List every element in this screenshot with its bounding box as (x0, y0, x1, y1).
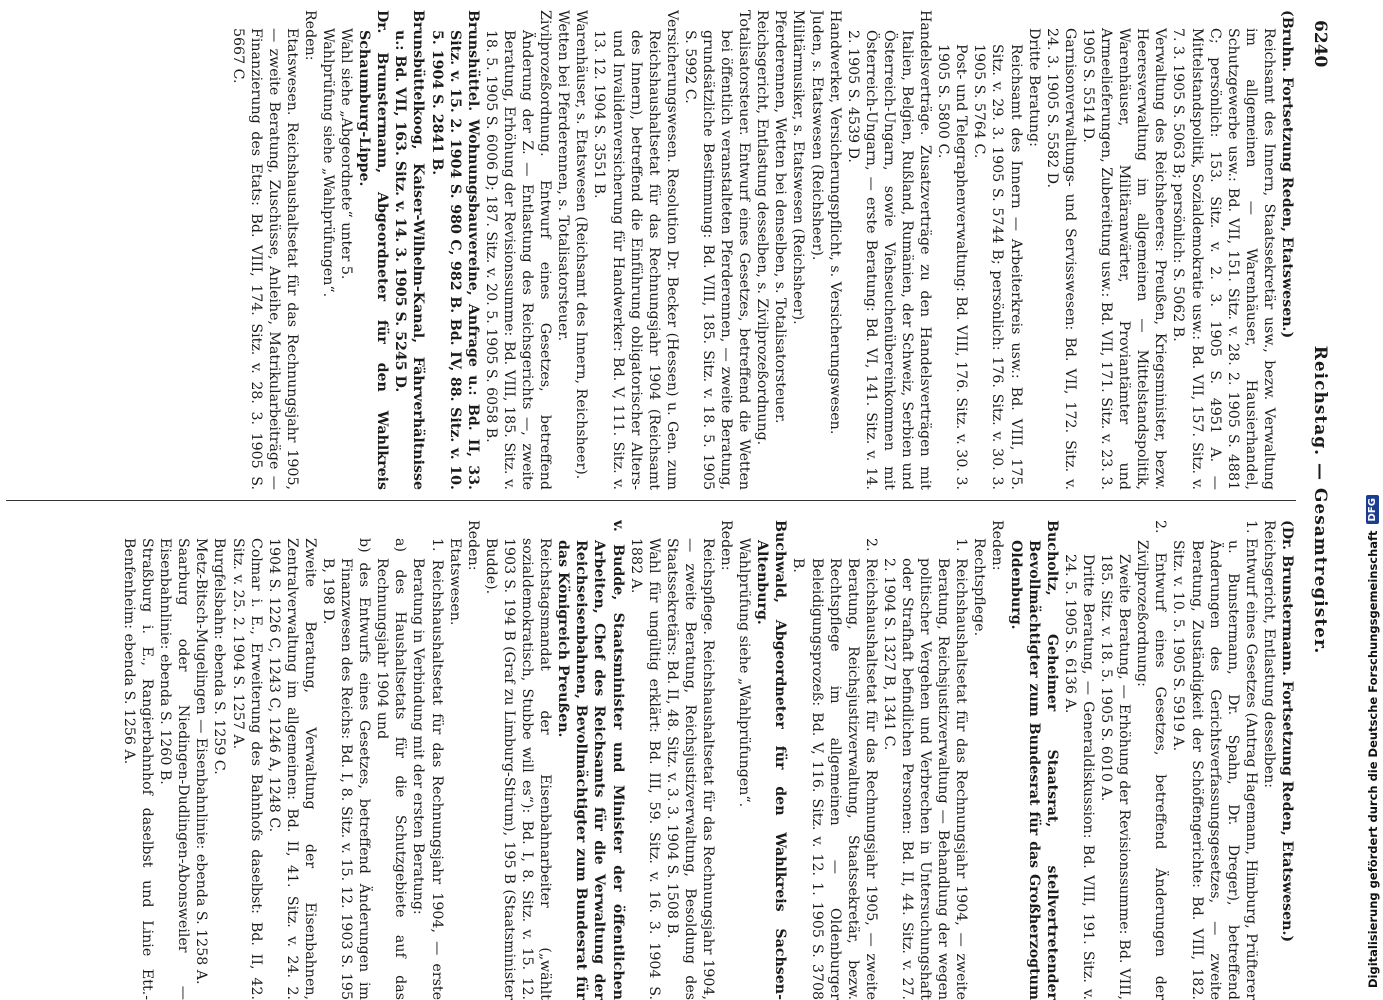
index-entry: Handelsverträge. Zusatzverträge zu den Handelsverträgen mit Italien, Belgien, Rußland, Rumänien, der Schweiz, Serbien und Österreich-Ungarn, sowie Viehseuchenübereinkommen mit Österreich-Ungarn, — erste Beratung: Bd. VI, 141. Sitz. v. 14. 2. 1905 S. 4539 D. (844, 10, 934, 490)
index-entry: Zweite Beratung, Verwaltung der Eisenbahnen, Zentralverwaltung im allgemeinen: Bd. II, 41. Sitz. v. 24. 2. 1904 S. 1226 C, 1243 C, 1246 A, 1248 C. (265, 538, 318, 1000)
index-entry: Reden: (718, 520, 735, 571)
index-entry: Brunshüttel. Wohnungsbauvereine, Anfrage u.: Bd. II, 33. Sitz. v. 15. 2. 1904 S. 980 C, 982 B. Bd. IV, 88. Sitz. v. 10. 5. 1904 S. 2841 B. (428, 10, 481, 490)
index-entry: Rechtspflege. (971, 538, 988, 637)
index-entry: (Bruhn. Fortsetzung Reden, Etatswesen.) (1279, 10, 1295, 339)
index-entry: Garnisonverwaltungs- und Servisswesen: Bd. VII, 172. Sitz. v. 24. 3. 1905 S. 5582 D. (1043, 28, 1078, 490)
index-entry: Dr. Brunstermann, Abgeordneter für den Wahlkreis Schaumburg-Lippe. (356, 10, 391, 490)
column-divider (6, 500, 1296, 501)
index-entry: Etatswesen. Reichshaushaltsetat für das Rechnungsjahr 1905, — zweite Beratung, Zuschüsse, Anleihe, Matrikularbeiträge — Finanzierung des Etats: Bd. VIII, 174. Sitz. v. 28. 3. 1905 S. 5667 C. (229, 28, 300, 490)
index-entry: Reichspflege. Reichshaushaltsetat für das Rechnungsjahr 1904, — zweite Beratung, Reichsjustizverwaltung, Besoldung des Staatssekretärs: Bd. II, 48. Sitz. v. 3. 3. 1904 S. 1508 B. (663, 538, 716, 1000)
index-entry: Bucholtz, Geheimer Staatsrat, stellvertretender Bevollmächtigter zum Bundesrat für das Großherzogtum Oldenburg. (1007, 520, 1060, 1000)
index-entry: 1. Reichshaushaltsetat für das Rechnungsjahr 1904, — erste Beratung in Verbindung mit der ersten Beratung: (410, 538, 445, 1000)
index-entry: Juden, s. Etatswesen (Reichsheer). (808, 10, 825, 261)
index-entry: 2. Entwurf eines Gesetzes, betreffend Änderungen der Zivilprozeßordnung: (1134, 520, 1169, 1000)
index-entry: Etatswesen. (446, 538, 463, 626)
index-entry: Reichsamt des Innern — Arbeiterkreis usw.: Bd. VIII, 175. Sitz. v. 29. 3. 1905 S. 5744 B; persönlich: 176. Sitz. v. 30. 3. 1905 S. 5764 C. (971, 44, 1024, 490)
index-entry: Militärmusiker, s. Etatswesen (Reichsheer). (790, 10, 807, 325)
index-entry: Saarburg oder Niedingen-Dudlingen-Abonsweiler — Eisenbahnlinie: ebenda S. 1260 B. (157, 538, 192, 1000)
index-entry: a) des Haushaltsetats für die Schutzgebiete auf das Rechnungsjahr 1904 und (374, 538, 409, 1000)
index-entry: Totalisatorsteuer. Entwurf eines Gesetzes, betreffend die Wetten bei öffentlich veranstalteten Pferderennen, — zweite Beratung, grundsätzliche Bestimmung: Bd. VIII, 185. Sitz. v. 18. 5. 1905 S. 5992 C. (681, 10, 753, 490)
index-entry: Buchwald, Abgeordneter für den Wahlkreis Sachsen-Altenburg. (754, 520, 789, 1000)
index-entry: Burgfelsbahn: ebenda S. 1259 C. (211, 538, 228, 775)
page-header (1300, 0, 1340, 1000)
index-entry: b) des Entwurfs eines Gesetzes, betreffend Änderungen im Finanzwesen des Reichs: Bd. I, 8. Sitz. v. 15. 12. 1903 S. 195 B, 198 D. (320, 538, 373, 1000)
index-entry: v. Budde, Staatsminister und Minister der öffentlichen Arbeiten, Chef des Reichsamts für die Verwaltung der Reichseisenbahnen, Bevollmächtigter zum Bundesrat für das Königreich Preußen. (555, 520, 626, 1000)
footer-text: Digitalisierung gefördert durch die Deutsche Forschungsgemeinschaft (1365, 530, 1380, 988)
left-column (6, 10, 1296, 490)
index-entry: Warenhäuser, s. Etatswesen (Reichsamt des Innern, Reichsheer). (573, 10, 590, 480)
index-entry: Reichsgericht, Entlastung desselben, s. Zivilprozeßordnung. (754, 10, 771, 446)
index-entry: Brunsbüttelkoog, Kaiser-Wilhelm-Kanal, Fährverhältnisse u.: Bd. VII, 163. Sitz. v. 14. 3. 1905 S. 5245 D. (392, 10, 427, 490)
index-entry: Reichsgericht, Entlastung desselben: (1260, 520, 1277, 788)
index-entry: 2. Reichshaushaltsetat für das Rechnungsjahr 1905, — zweite Beratung, Reichsjustizverwaltung, Staatssekretär, bezw. Rechtspflege im allgemeinen — Oldenburger Beleidigungsprozeß: Bd. V, 116. Sitz. v. 12. 1. 1905 S. 3708 B. (790, 538, 879, 1000)
index-entry: Wetten bei Pferderennen, s. Totalisatorsteuer. (555, 10, 572, 342)
index-entry: (Dr. Brunstermann. Fortsetzung Reden, Etatswesen.) (1279, 520, 1295, 943)
index-entry: Versicherungswesen. Resolution Dr. Becker (Hessen) u. Gen. zum Reichshaushaltsetat für das Rechnungsjahr 1904 (Reichsamt des Innern), betreffend die Einführung obligatorischer Alters- und Invalidenversicherung für Handwerker: Bd. V, 111. Sitz. v. 13. 12. 1904 S. 3551 B. (591, 10, 680, 490)
index-entry: Wahl für ungültig erklärt: Bd. III, 59. Sitz. v. 16. 3. 1904 S. 1882 A. (627, 538, 662, 1000)
index-entry: Zweite Beratung, — Erhöhung der Revisionssumme: Bd. VIII, 185. Sitz. v. 18. 5. 1905 S. 6010 A. (1098, 554, 1133, 1000)
index-entry: Metz-Bitsch-Mugelingen — Eisenbahnlinie: ebenda S. 1258 A. (193, 538, 210, 985)
index-entry: Straßburg i. E., Rangierbahnhof daselbst und Linie Ett.-Benfenheim: ebenda S. 1256 A. (121, 538, 156, 1000)
index-entry: Reichsamt des Innern, Staatssekretär usw., bezw. Verwaltung im allgemeinen — Warenhäuser, Hausierhandel, Schutzgewerbe usw.: Bd. VII, 151. Sitz. v. 28. 2. 1905 S. 4881 C; persönlich: 153. Sitz. v. 2. 3. 1905 S. 4951 A. — Mittelstandspolitik, Sozialdemokratie usw.: Bd. VII, 157. Sitz. v. 7. 3. 1905 S. 5063 B; persönlich: S. 5062 B. (1170, 28, 1277, 490)
index-entry: Zivilprozeßordnung. Entwurf eines Gesetzes, betreffend Änderung der Z. — Entlastung des Reichsgerichts —, zweite Beratung, Erhöhung der Revisionssumme: Bd. VIII, 185. Sitz. v. 18. 5. 1905 S. 6006 D; 187. Sitz. v. 20. 5. 1905 S. 6058 B. (482, 10, 554, 490)
right-column (6, 520, 1296, 1000)
index-entry: Dritte Beratung: (1025, 28, 1042, 147)
index-entry: Handwerker, Versicherungspflicht, s. Versicherungswesen. (826, 10, 843, 435)
index-entry: Colmar i. E., Erweiterung des Bahnhofs daselbst: Bd. II, 42. Sitz. v. 25. 2. 1904 S. 1257 A. (229, 538, 264, 1000)
index-entry: Reden: (301, 10, 318, 61)
index-entry: Verwaltung des Reichsheeres: Preußen, Kriegsminister, bezw. Heeresverwaltung im allgemeinen — Mittelstandspolitik, Warenhäuser, Militäranwärter, Proviantämter und Armeelieferungen, Zubereitung usw.: Bd. VII, 171. Sitz. v. 23. 3. 1905 S. 5514 D. (1079, 28, 1169, 490)
index-entry: Reden: (989, 520, 1006, 571)
index-entry: Reden: (464, 520, 481, 571)
index-entry: Post- und Telegraphenverwaltung: Bd. VIII, 176. Sitz. v. 30. 3. 1905 S. 5800 C. (935, 44, 970, 490)
index-entry: Wahlprüfung siehe „Wahlprüfungen“. (736, 538, 753, 808)
index-entry: Wahl siehe „Abgeordnete“ unter 5. (338, 28, 355, 280)
footer-credit (1346, 0, 1383, 1000)
index-entry: 1. Reichshaushaltsetat für das Rechnungsjahr 1904, — zweite Beratung, Reichsjustizverwaltung — Behandlung der wegen politischer Vergehen und Verbrechen in Untersuchungshaft oder Strafhaft befindlichen Personen: Bd. II, 44. Sitz. v. 27. 2. 1904 S. 1327 B, 1341 C. (880, 538, 970, 1000)
page-number: 6240 (1310, 20, 1330, 68)
index-entry: Dritte Beratung, — Generaldiskussion: Bd. VIII, 191. Sitz. v. 24. 5. 1905 S. 6136 A. (1061, 554, 1096, 1000)
dfg-logo-icon: DFG (1366, 495, 1379, 524)
index-entry: 1. Entwurf eines Gesetzes (Antrag Hagemann, Himburg, Prüfterer u. Bunstermann, Dr. Spahn, Dr. Dreger), betreffend Änderungen des Gerichtsverfassungsgesetzes, — zweite Beratung, Zuständigkeit der Schöffengerichte: Bd. VIII, 182. Sitz. v. 10. 5. 1905 S. 5919 A. (1170, 520, 1259, 1000)
page-title: Reichstag. — Gesamtregister. (1310, 345, 1330, 655)
index-entry: Pferderennen, Wetten bei denselben, s. Totalisatorsteuer. (772, 10, 789, 424)
index-entry: Reichstagsmandat der Eisenbahnarbeiter („wählt sozialdemokratisch, Stubbe will es“): Bd. I, 8. Sitz. v. 15. 12. 1903 S. 194 B (Graf zu Limburg-Stirum), 195 B (Staatsminister Budde). (482, 538, 554, 1000)
index-entry: Wahlprüfung siehe „Wahlprüfungen“. (320, 28, 337, 298)
